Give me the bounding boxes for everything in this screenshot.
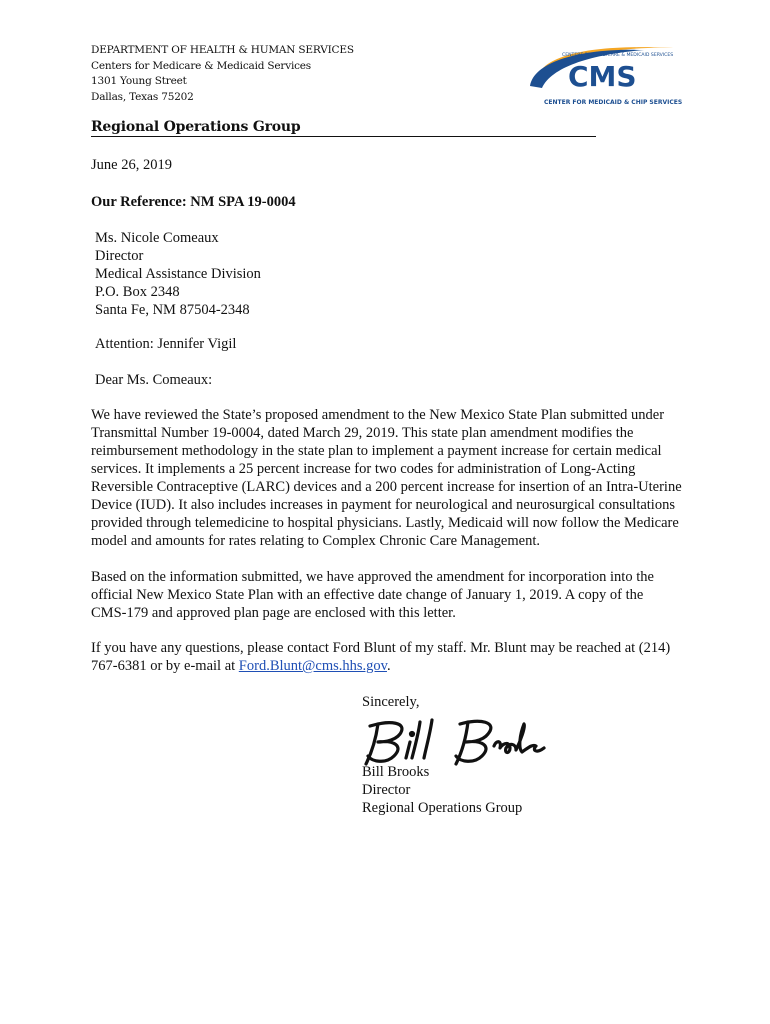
paragraph-line: provided through telemedicine to hospital physicians. Lastly, Medicaid will now follow the Medicare: [91, 515, 679, 531]
paragraph-line: model and amounts for rates relating to Complex Chronic Care Management.: [91, 533, 540, 549]
reference-line: Our Reference: NM SPA 19-0004: [91, 194, 296, 210]
attention-line: Attention: Jennifer Vigil: [95, 336, 237, 352]
signer-name: Bill Brooks: [362, 764, 430, 780]
email-link[interactable]: Ford.Blunt@cms.hhs.gov: [238, 658, 387, 674]
paragraph-line: Reversible Contraceptive (LARC) devices and a 200 percent increase for insertion of an Intra-Uterine: [91, 479, 682, 495]
signer-group: Regional Operations Group: [362, 800, 523, 816]
paragraph-contact: [91, 639, 731, 675]
letter-date: June 26, 2019: [91, 157, 172, 173]
contact-suffix: .: [386, 658, 391, 674]
paragraph-line: If you have any questions, please contact Ford Blunt of my staff. Mr. Blunt may be reached at (214): [91, 640, 671, 656]
group-heading: Regional Operations Group: [91, 119, 596, 137]
header-line: 1301 Young Street: [91, 75, 187, 87]
paragraph-line: reimbursement methodology in the state plan to implement a payment increase for certain medical: [91, 443, 662, 459]
agency-header: [91, 43, 354, 105]
salutation: Dear Ms. Comeaux:: [95, 372, 213, 388]
signer-block: [362, 763, 522, 817]
header-line: Centers for Medicare & Medicaid Services: [91, 59, 311, 72]
paragraph-approval: [91, 568, 731, 622]
address-line: Santa Fe, NM 87504-2348: [95, 302, 250, 318]
logo-bottom-text: CENTER FOR MEDICAID & CHIP SERVICES: [544, 99, 683, 106]
paragraph-line: [91, 657, 731, 675]
header-line: DEPARTMENT OF HEALTH & HUMAN SERVICES: [91, 44, 354, 56]
signer-title: Director: [362, 782, 411, 798]
paragraph-line: official New Mexico State Plan with an effective date change of January 1, 2019. A copy of the: [91, 587, 644, 603]
address-line: Medical Assistance Division: [95, 266, 261, 282]
paragraph-line: We have reviewed the State’s proposed amendment to the New Mexico State Plan submitted under: [91, 407, 665, 423]
address-line: Ms. Nicole Comeaux: [95, 230, 219, 246]
paragraph-line: Based on the information submitted, we have approved the amendment for incorporation into the: [91, 569, 654, 585]
paragraph-line: services. It implements a 25 percent increase for two codes for administration of Long-Acting: [91, 461, 636, 477]
address-line: Director: [95, 248, 144, 264]
paragraph-line: Transmittal Number 19-0004, dated March 29, 2019. This state plan amendment modifies the: [91, 425, 634, 441]
closing: Sincerely,: [362, 694, 420, 710]
cms-logo: [524, 40, 694, 110]
header-line: Dallas, Texas 75202: [91, 90, 194, 103]
logo-mark: CMS: [568, 60, 637, 93]
signature-image: [360, 712, 550, 770]
paragraph-review: [91, 406, 731, 550]
recipient-address: [95, 229, 261, 319]
paragraph-line: Device (IUD). It also includes increases in payment for neurological and neurosurgical consultations: [91, 497, 675, 513]
address-line: P.O. Box 2348: [95, 284, 180, 300]
contact-prefix: 767-6381 or by e-mail at: [91, 658, 239, 674]
paragraph-line: CMS-179 and approved plan page are enclosed with this letter.: [91, 605, 456, 621]
logo-top-text: CENTERS FOR MEDICARE & MEDICAID SERVICES: [562, 53, 674, 58]
